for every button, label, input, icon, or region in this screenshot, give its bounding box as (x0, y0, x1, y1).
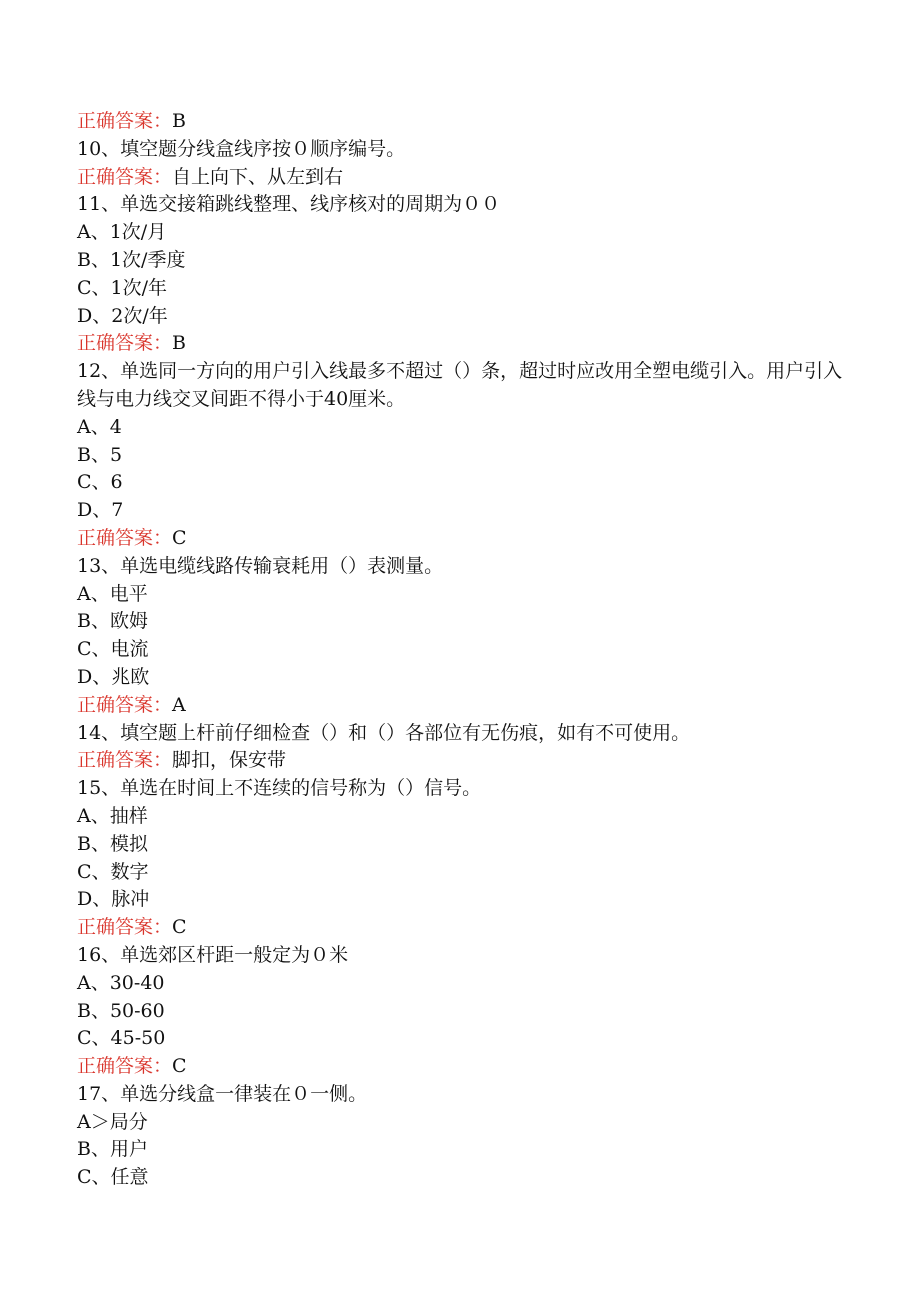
answer-value: C (172, 1055, 187, 1078)
option-text: A、4 (77, 415, 122, 438)
option-text: A、抽样 (77, 804, 148, 827)
answer-label: 正确答案： (77, 332, 173, 355)
option-text: A、30-40 (77, 971, 165, 994)
answer-value: 脚扣，保安带 (172, 749, 287, 772)
answer-value: 自上向下、从左到右 (172, 165, 344, 188)
answer-value: B (172, 332, 186, 355)
option-text: B、模拟 (77, 832, 148, 855)
option-text: A、1次/月 (77, 221, 167, 244)
answer-line (77, 108, 847, 136)
option-text: B、欧姆 (77, 610, 148, 633)
answer-label: 正确答案： (77, 526, 173, 549)
question-text: 15、单选在时间上不连续的信号称为（）信号。 (77, 777, 482, 800)
option-text: C、电流 (77, 638, 149, 661)
option-text: B、用户 (77, 1138, 148, 1161)
answer-line (77, 1053, 847, 1081)
answer-line (77, 692, 847, 720)
option-text: B、1次/季度 (77, 248, 186, 271)
answer-label: 正确答案： (77, 916, 173, 939)
answer-label: 正确答案： (77, 749, 173, 772)
answer-label: 正确答案： (77, 693, 173, 716)
option-text: D、脉冲 (77, 888, 150, 911)
option-text: A、电平 (77, 582, 148, 605)
answer-line (77, 164, 847, 192)
question-text: 10、填空题分线盒线序按０顺序编号。 (77, 137, 406, 160)
answer-line (77, 525, 847, 553)
question-text: 17、单选分线盒一律装在０一侧。 (77, 1082, 368, 1105)
option-text: D、7 (77, 499, 124, 522)
question-text: 16、单选郊区杆距一般定为０米 (77, 943, 349, 966)
option-text: C、数字 (77, 860, 149, 883)
option-text: C、45-50 (77, 1027, 166, 1050)
question-text: 11、单选交接箱跳线整理、线序核对的周期为００ (77, 193, 501, 216)
answer-value: C (172, 526, 187, 549)
answer-line (77, 914, 847, 942)
question-text: 13、单选电缆线路传输衰耗用（）表测量。 (77, 554, 444, 577)
option-text: A＞局分 (77, 1110, 148, 1133)
option-text: D、兆欧 (77, 665, 150, 688)
question-text: 12、单选同一方向的用户引入线最多不超过（）条，超过时应改用全塑电缆引入。用户引入线与电力线交叉间距不得小于40厘米。 (77, 360, 843, 410)
option-text: D、2次/年 (77, 304, 168, 327)
document-page (77, 108, 847, 1192)
answer-value: C (172, 916, 187, 939)
option-text: C、6 (77, 471, 123, 494)
option-text: B、5 (77, 443, 123, 466)
answer-line (77, 747, 847, 775)
answer-label: 正确答案： (77, 165, 173, 188)
option-text: B、50-60 (77, 999, 165, 1022)
question-text: 14、填空题上杆前仔细检查（）和（）各部位有无伤痕，如有不可使用。 (77, 721, 691, 744)
answer-label: 正确答案： (77, 1055, 173, 1078)
option-text: C、1次/年 (77, 276, 168, 299)
answer-label: 正确答案： (77, 110, 173, 132)
option-text: C、任意 (77, 1166, 149, 1189)
answer-line (77, 330, 847, 358)
answer-value: A (172, 693, 186, 716)
answer-value: B (172, 110, 186, 132)
